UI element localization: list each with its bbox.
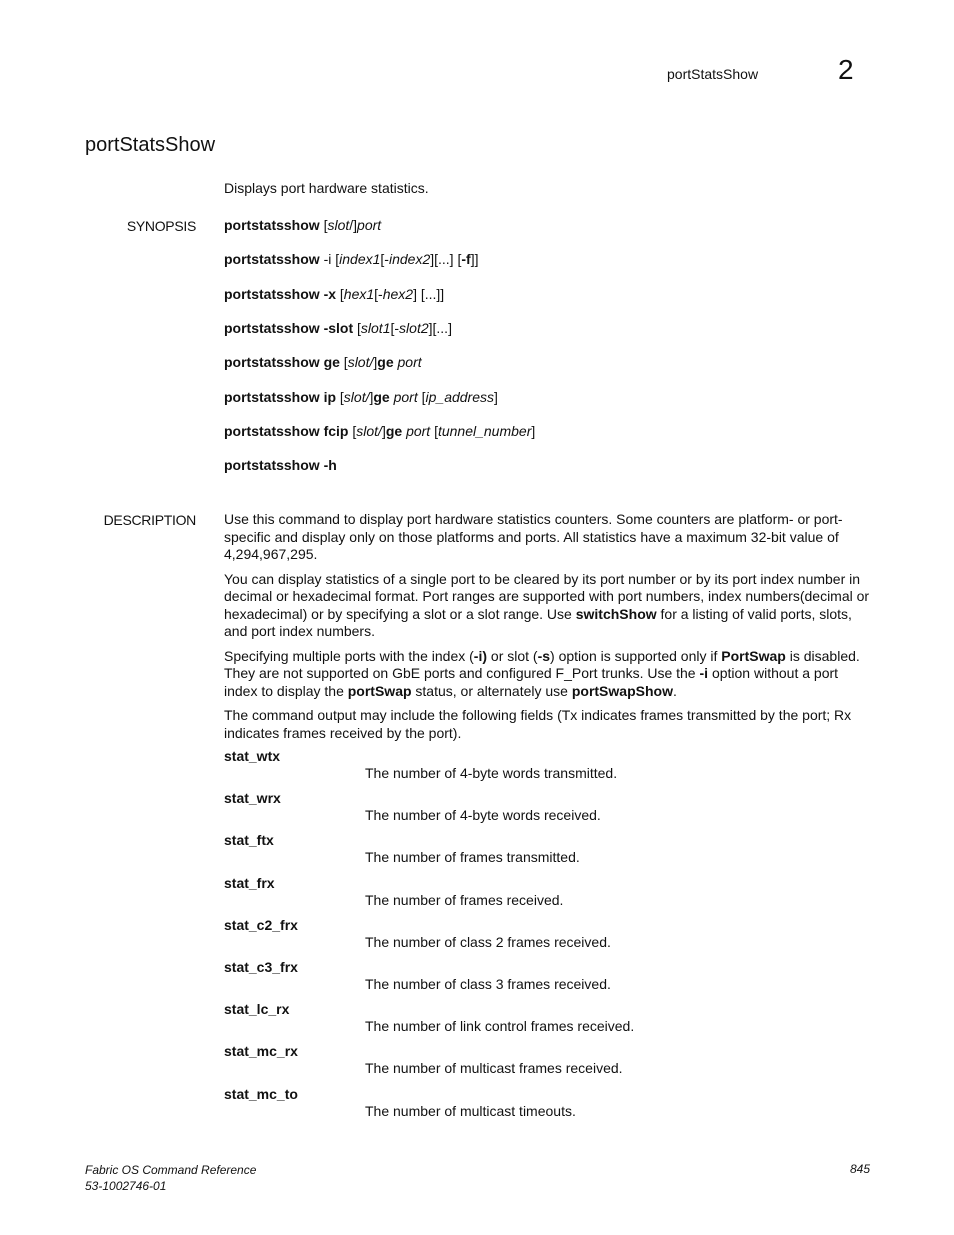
field-description: The number of 4-byte words received. <box>365 807 601 824</box>
field-description: The number of class 2 frames received. <box>365 933 611 950</box>
description-paragraph <box>224 648 872 701</box>
field-entry <box>224 790 872 832</box>
synopsis-line <box>224 389 498 405</box>
text-run: ] <box>494 389 498 405</box>
field-description: The number of multicast frames received. <box>365 1060 623 1077</box>
text-run: port <box>397 354 422 370</box>
text-run: [ <box>417 389 426 405</box>
text-run: portSwapShow <box>571 682 673 699</box>
text-run: slot/ <box>356 423 382 439</box>
text-run: ]] <box>470 251 479 267</box>
text-run: portstatsshow -h <box>224 457 337 473</box>
text-run: portstatsshow <box>224 251 320 267</box>
text-run: [- <box>380 251 389 267</box>
text-run: hex1 <box>343 286 375 302</box>
synopsis-line <box>224 423 535 439</box>
field-name: stat_frx <box>224 874 275 891</box>
text-run: ) option is supported only if <box>550 647 722 664</box>
text-run: -i [ <box>319 251 340 267</box>
text-run: is disabled. They are not supported on GbE ports and configured F_Port trunks. Use the <box>224 647 860 681</box>
text-run: ] <box>531 423 536 439</box>
text-run: slot <box>327 217 350 233</box>
field-name: stat_c3_frx <box>224 958 298 975</box>
synopsis-label: SYNOPSIS <box>126 218 196 234</box>
text-run: ge <box>377 354 394 370</box>
footer-page-number: 845 <box>849 1162 870 1176</box>
text-run: ge <box>385 423 403 439</box>
field-entry <box>224 832 872 874</box>
text-run: You can display statistics of a single port to be cleared by its port number or by its port index number in decimal or hexadecimal format. Port ranges are supported with port numbers, index numbers(decimal or hexadecimal) or by specifying a slot or a slot range. Use <box>224 570 870 622</box>
field-description: The number of frames received. <box>365 891 564 908</box>
field-description: The number of class 3 frames received. <box>365 975 611 992</box>
field-description: The number of frames transmitted. <box>365 849 580 866</box>
running-header-title: portStatsShow <box>667 66 759 82</box>
text-run: PortSwap <box>721 647 786 664</box>
field-entry <box>224 875 872 917</box>
text-run: port <box>393 389 418 405</box>
chapter-number: 2 <box>838 54 854 85</box>
command-title: portStatsShow <box>85 134 216 156</box>
field-name: stat_lc_rx <box>224 1001 290 1018</box>
text-run: slot/ <box>347 354 374 370</box>
text-run: [ <box>336 286 344 302</box>
text-run: for a listing of valid ports, slots, and port index numbers. <box>224 605 852 639</box>
text-run: option without a port index to display the <box>224 665 839 699</box>
field-name: stat_mc_rx <box>224 1043 298 1060</box>
text-run: The command output may include the following fields (Tx indicates frames transmitted by the port; Rx indicates frames received by the port). <box>224 707 852 741</box>
text-run: or slot ( <box>487 647 538 664</box>
text-run: switchShow <box>575 605 657 622</box>
text-run: [- <box>390 320 400 336</box>
field-entry <box>224 959 872 1001</box>
text-run: portstatsshow ge <box>224 354 340 370</box>
text-run: [ <box>348 423 357 439</box>
text-run: ge <box>373 389 390 405</box>
text-run: hex2 <box>382 286 414 302</box>
text-run: portstatsshow -x <box>224 286 337 302</box>
text-run: . <box>672 682 677 699</box>
text-run: portstatsshow ip <box>224 389 337 405</box>
text-run: slot/ <box>343 389 370 405</box>
text-run: ip_address <box>425 389 495 405</box>
text-run: ] <box>369 389 374 405</box>
text-run: -i) <box>473 647 488 664</box>
text-run: portstatsshow <box>224 217 320 233</box>
text-run: Use this command to display port hardware statistics counters. Some counters are platform- or port-specific and display only on those platforms and ports. All statistics have a maximum 32-bit value of 4,294,967,295. <box>224 511 843 562</box>
synopsis-line <box>224 457 337 473</box>
description-paragraph <box>224 571 872 641</box>
text-run: status, or alternately use <box>411 682 572 699</box>
field-name: stat_c2_frx <box>224 916 298 933</box>
text-run: ] <box>373 354 378 370</box>
field-description: The number of link control frames received. <box>365 1018 635 1035</box>
description-block <box>224 511 872 749</box>
text-run: ] [...]] <box>413 286 445 302</box>
synopsis-line <box>224 286 444 302</box>
text-run: portstatsshow -slot <box>224 320 354 336</box>
text-run: index1 <box>339 251 381 267</box>
text-run: port <box>406 423 431 439</box>
field-entry <box>224 1001 872 1043</box>
text-run: slot1 <box>360 320 391 336</box>
field-entry <box>224 1086 872 1128</box>
text-run: [ <box>430 423 438 439</box>
text-run: portSwap <box>347 682 412 699</box>
field-description: The number of multicast timeouts. <box>365 1102 576 1119</box>
synopsis-line <box>224 251 478 267</box>
text-run: slot2 <box>399 320 429 336</box>
synopsis-line <box>224 320 452 336</box>
description-paragraph <box>224 707 872 742</box>
field-name: stat_ftx <box>224 832 274 849</box>
text-run: /] <box>349 217 358 233</box>
description-label: DESCRIPTION <box>103 512 196 528</box>
footer-doc-number: 53-1002746-01 <box>85 1179 167 1193</box>
text-run: index2 <box>388 251 431 267</box>
field-entry <box>224 917 872 959</box>
description-paragraph <box>224 511 872 564</box>
text-run: Specifying multiple ports with the index ( <box>224 647 474 664</box>
text-run: ] <box>381 423 386 439</box>
text-run: ][...] [ <box>430 251 462 267</box>
field-entry <box>224 748 872 790</box>
footer-book-title: Fabric OS Command Reference <box>85 1163 257 1177</box>
text-run: -s <box>537 647 551 664</box>
text-run: [ <box>353 320 361 336</box>
footer-left <box>85 1162 256 1194</box>
text-run: tunnel_number <box>437 423 532 439</box>
field-description: The number of 4-byte words transmitted. <box>365 765 618 781</box>
field-name: stat_mc_to <box>224 1085 298 1102</box>
field-entry <box>224 1043 872 1085</box>
field-name: stat_wtx <box>224 748 281 764</box>
text-run: port <box>357 217 382 233</box>
text-run: [ <box>336 389 344 405</box>
text-run: -f <box>461 251 471 267</box>
field-name: stat_wrx <box>224 790 281 807</box>
text-run: [ <box>319 217 328 233</box>
text-run: ][...] <box>428 320 452 336</box>
text-run: [- <box>374 286 383 302</box>
text-run: portstatsshow fcip <box>224 423 349 439</box>
text-run: -i <box>699 665 709 681</box>
field-list <box>224 748 872 1128</box>
synopsis-line <box>224 354 422 370</box>
text-run: [ <box>339 354 348 370</box>
synopsis-line <box>224 217 381 233</box>
command-summary: Displays port hardware statistics. <box>224 180 429 196</box>
